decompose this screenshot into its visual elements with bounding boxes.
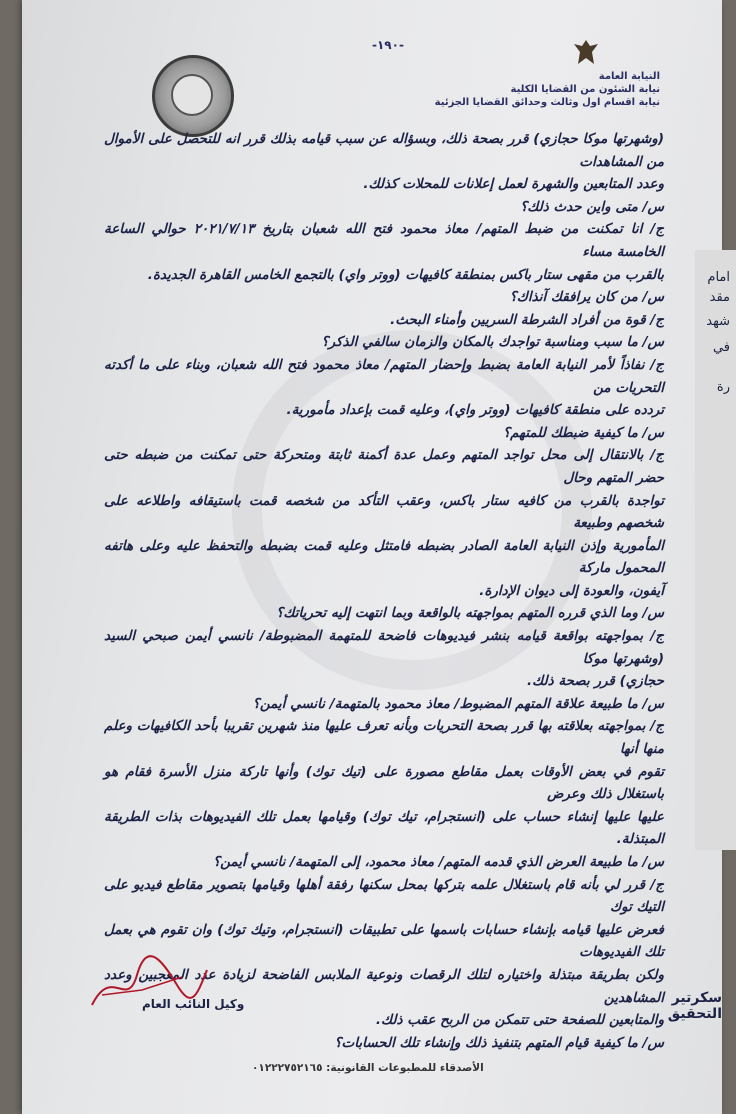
text-line: عليها عليها إنشاء حساب على (انستجرام، تيك توك) وقيامها بعمل تلك الفيديوهات بذات الطريقة المبتذلة. (104, 808, 664, 848)
text-line: ولكن بطريقة مبتذلة واختياره لتلك الرقصات ونوعية الملابس الفاضحة لزيادة عدد المعجبين وعدد المشاهدين (104, 966, 664, 1006)
text-line: بالقرب من مقهى ستار باكس بمنطقة كافيهات (ووتر واي) بالتجمع الخامس القاهرة الجديدة. (147, 266, 664, 283)
under-fragment: امام (707, 270, 730, 285)
text-line: المأمورية وإذن النيابة العامة الصادر بضبطه فامتثل وعليه قمت بضبطه والتحفظ عليه وعلى هاتفه المحمول ماركة (104, 537, 664, 577)
text-line: تردده على منطقة كافيهات (ووتر واي)، وعليه قمت بإعداد مأمورية. (286, 402, 664, 419)
eagle-emblem-icon (572, 38, 600, 68)
text-line: س/ من كان يرافقك آنذاك؟ (509, 289, 664, 306)
under-fragment: رة (716, 380, 730, 395)
text-line: ج/ نفاذاً لأمر النيابة العامة بضبط وإحضار المتهم/ معاذ محمود فتح الله شعبان، وبناء على ما أكدته التحريات من (104, 356, 664, 396)
text-line: فعرض عليها قيامه بإنشاء حسابات باسمها على تطبيقات (انستجرام، وتيك توك) وان تقوم هي بعمل تلك الفيديوهات (104, 921, 664, 961)
deputy-prosecutor-label: وكيل النائب العام (142, 997, 245, 1011)
underlying-page (695, 250, 736, 850)
text-line: حجازي) قرر بصحة ذلك. (527, 673, 664, 690)
text-line: س/ وما الذي قرره المتهم بمواجهته بالواقعة وبما انتهت إليه تحرياتك؟ (276, 605, 664, 622)
text-line: آيفون، والعودة إلى ديوان الإدارة. (479, 582, 664, 599)
text-line: س/ ما طبيعة العرض الذي قدمه المتهم/ معاذ محمود، إلى المتهمة/ نانسي أيمن؟ (212, 854, 664, 870)
page-number: -١٩٠- (372, 38, 404, 52)
under-fragment: شهد (706, 314, 730, 329)
text-line: ج/ بمواجهته بواقعة قيامه بنشر فيديوهات فاضحة للمتهمة المضبوطة/ نانسي أيمن صبحي السيد (وشهرتها موكا (104, 628, 664, 667)
text-line: ج/ قوة من أفراد الشرطة السريين وأمناء البحث. (390, 311, 664, 328)
header-line: النيابة العامة (598, 71, 660, 82)
text-line: ج/ بمواجهته بعلاقته بها قرر بصحة التحريات وبأنه تعرف عليها منذ شهرين تقريبا بأحد الكافيهات وعلم منها أنها (104, 718, 664, 758)
header-institution (435, 70, 660, 109)
prosecution-seal-logo (152, 55, 232, 135)
under-fragment: في (712, 340, 730, 355)
text-line: س/ ما كيفية ضبطك للمتهم؟ (502, 424, 664, 441)
text-line: ج/ انا تمكنت من ضبط المتهم/ معاذ محمود فتح الله شعبان بتاريخ ٢٠٢١/٧/١٣ حوالي الساعة الخامسة مساء (104, 221, 664, 260)
text-line: تواجدة بالقرب من كافيه ستار باكس، وعقب التأكد من شخصه قمت باستيقافه واطلاعه على شخصهم وطبيعة (104, 492, 664, 532)
header-line: نيابة اقسام اول وثالث وحدائق القضايا الجزئية (434, 97, 660, 108)
text-line: ج/ بالانتقال إلى محل تواجد المتهم وعمل عدة أكمنة ثابتة ومتحركة حتى تمكنت من ضبطه حتى حضر المتهم وحال (104, 447, 664, 486)
text-line: س/ ما سبب ومناسبة تواجدك بالمكان والزمان سالفي الذكر؟ (321, 334, 664, 351)
text-line: تقوم في بعض الأوقات بعمل مقاطع مصورة على (تيك توك) وأنها تاركة منزل الأسرة فقام هو باستغلال ذلك وعرض (104, 763, 664, 803)
under-fragment: مقد (709, 290, 730, 305)
text-line: وعدد المتابعين والشهرة لعمل إعلانات للمحلات كذلك. (363, 176, 664, 193)
text-line: والمتابعين للصفحة حتى تتمكن من الربح عقب ذلك. (375, 1012, 664, 1029)
header-line: نيابة الشئون من القضايا الكلية (510, 84, 660, 95)
text-line: س/ متى واين حدث ذلك؟ (520, 198, 664, 215)
footer-printer-info: الأصدقاء للمطبوعات القانونية: ٠١٢٢٢٧٥٢١٦٥ (252, 1062, 484, 1074)
document-page (22, 0, 722, 1114)
text-line: (وشهرتها موكا حجازي) قرر بصحة ذلك، وبسؤاله عن سبب قيامه بذلك قرر انه للتحصل على الأموال من المشاهدات (104, 131, 664, 170)
text-line: س/ ما كيفية قيام المتهم بتنفيذ ذلك وإنشاء تلك الحسابات؟ (334, 1034, 664, 1051)
investigation-secretary-label: سكرتير التحقيق (667, 990, 722, 1022)
text-line: س/ ما طبيعة علاقة المتهم المضبوط/ معاذ محمود بالمتهمة/ نانسي أيمن؟ (252, 695, 664, 712)
interrogation-text (104, 128, 664, 1054)
text-line: ج/ قرر لي بأنه قام باستغلال علمه بتركها بمحل سكنها رفقة أهلها وقيامها بتصوير مقاطع فيديو على التيك توك (104, 876, 664, 916)
